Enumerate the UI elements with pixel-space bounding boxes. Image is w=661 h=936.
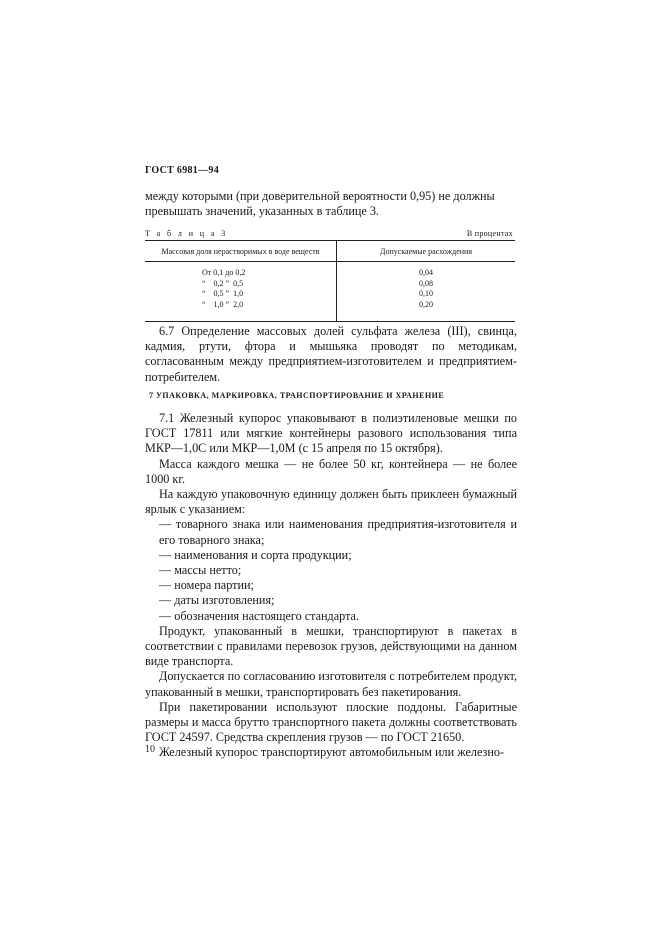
list-item: — товарного знака или наименования предприятия-изготовителя и его товарного знака; (159, 517, 517, 547)
paragraph-6-7-block (145, 324, 517, 385)
table-caption (145, 229, 517, 238)
table-ranges-cell (145, 262, 337, 322)
table-unit: В процентах (466, 229, 513, 238)
table-value: 0,20 (419, 299, 433, 309)
page-number: 10 (145, 744, 155, 755)
table-range: “ 1,0 ” 2,0 (202, 299, 244, 309)
table-value: 0,04 (419, 268, 433, 277)
paragraph-6-7: 6.7 Определение массовых долей сульфата железа (III), свинца, кадмия, ртути, фтора и мышьяка проводят по методикам, согласованным между предприятием-изготовителем и предприятием-потребителем. (145, 324, 517, 384)
intro-line-1: между которыми (при доверительной вероятности 0,95) не должны (145, 189, 495, 203)
table-3 (145, 240, 515, 322)
list-item: — номера партии; (159, 578, 254, 593)
table-range: “ 0,5 ” 1,0 (202, 289, 244, 298)
table-label: Т а б л и ц а 3 (145, 229, 228, 238)
paragraph-label: На каждую упаковочную единицу должен быть приклеен бумажный ярлык с указанием: (145, 487, 517, 517)
section-7-body (145, 411, 517, 761)
paragraph-transport: Продукт, упакованный в мешки, транспортируют в пакетах в соответствии с правилами перевозок грузов, действующими на данном виде транспорта. (145, 623, 517, 669)
table-value: 0,10 (419, 289, 433, 298)
table-range: “ 0,2 ” 0,5 (202, 278, 244, 288)
table-values-cell (337, 262, 516, 322)
document-header: ГОСТ 6981—94 (145, 165, 220, 176)
section-7-title: 7 УПАКОВКА, МАРКИРОВКА, ТРАНСПОРТИРОВАНИЕ И ХРАНЕНИЕ (149, 391, 445, 400)
table-range: От 0,1 до 0,2 (202, 268, 246, 277)
list-item: — даты изготовления; (159, 593, 275, 608)
intro-paragraph (145, 189, 517, 219)
paragraph-mass: Масса каждого мешка — не более 50 кг, контейнера — не более 1000 кг. (145, 456, 517, 486)
paragraph-last: Железный купорос транспортируют автомобильным или железно- (159, 745, 504, 760)
paragraph-allowed: Допускается по согласованию изготовителя с потребителем продукт, упакованный в мешки, транспортировать без пакетирования. (145, 669, 517, 699)
table-header-col2: Допускаемые расхождения (337, 241, 516, 262)
table-value: 0,08 (419, 278, 433, 288)
paragraph-7-1: 7.1 Железный купорос упаковывают в полиэтиленовые мешки по ГОСТ 17811 или мягкие контейнеры разового использования типа МКР—1,0С или МКР—1,0М (с 15 апреля по 15 октября). (145, 411, 517, 456)
list-item: — массы нетто; (159, 563, 242, 578)
list-item: — обозначения настоящего стандарта. (159, 608, 360, 623)
table-header-col1: Массовая доля нерастворимых в воде веществ (145, 241, 337, 262)
list-item: — наименования и сорта продукции; (159, 547, 352, 562)
paragraph-pallets: При пакетировании используют плоские поддоны. Габаритные размеры и масса брутто транспортного пакета должны соответствовать ГОСТ 24597. Средства скрепления грузов — по ГОСТ 21650. (145, 699, 517, 745)
intro-line-2: превышать значений, указанных в таблице 3. (145, 204, 379, 219)
